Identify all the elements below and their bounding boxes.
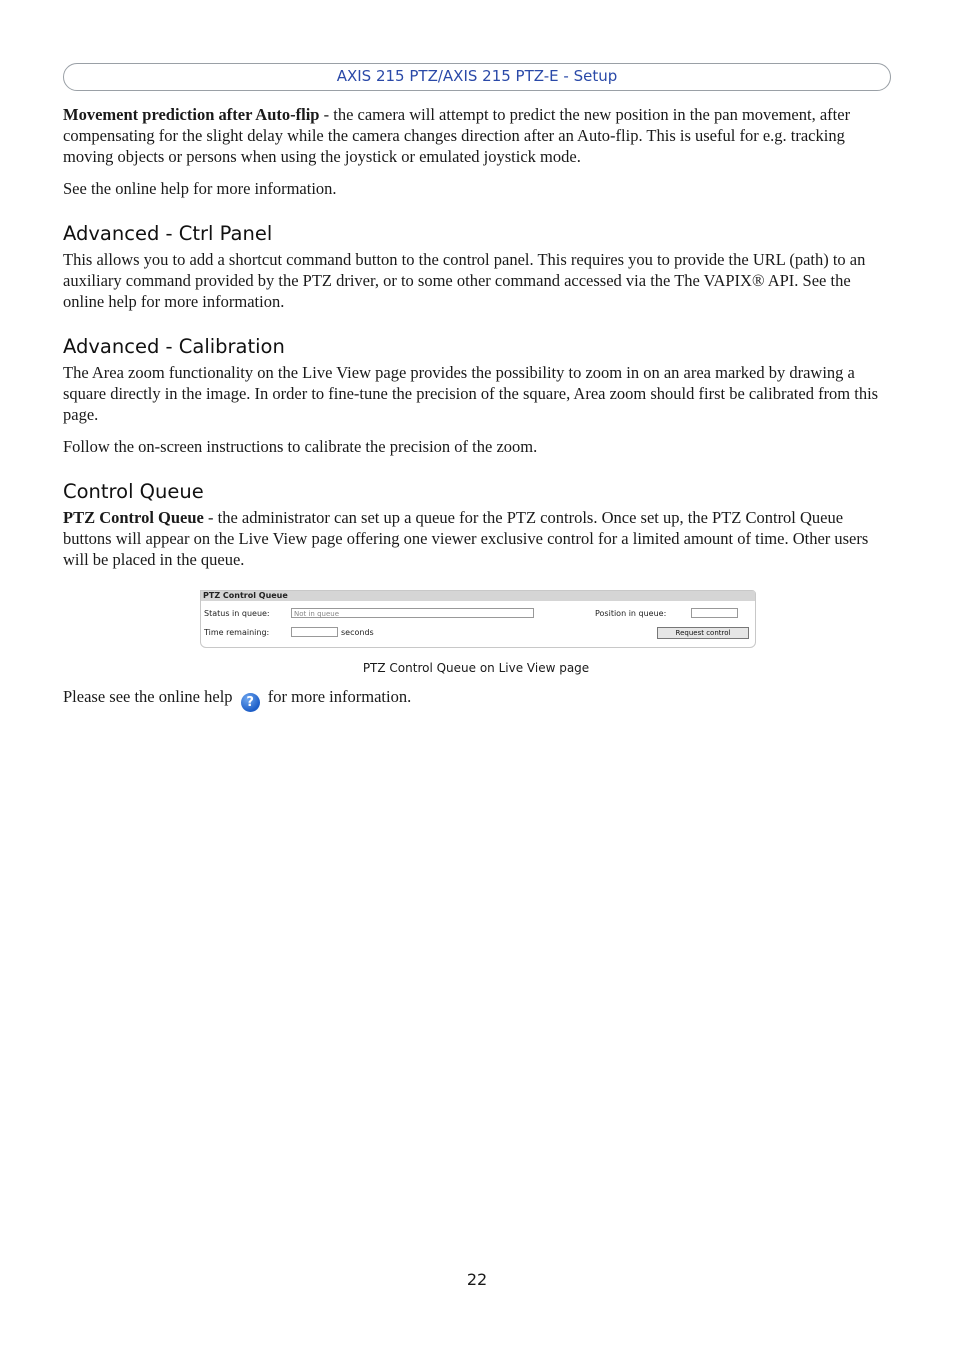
movement-text: - the camera will attempt to predict the new position in the pan movement, after compensating for the slight delay while the camera changes direction after an Auto-flip. This is useful for e.g. tracking moving objects or persons when using the joystick or emulated joystick mode. xyxy=(63,105,851,166)
status-label: Status in queue: xyxy=(204,609,270,618)
control-queue-lead: PTZ Control Queue xyxy=(63,508,204,527)
figure-title: PTZ Control Queue xyxy=(201,591,755,601)
control-queue-heading: Control Queue xyxy=(63,480,204,503)
help-line-before: Please see the online help xyxy=(63,687,237,706)
time-remaining-label: Time remaining: xyxy=(204,628,270,637)
help-line xyxy=(63,686,889,712)
page-content xyxy=(63,104,889,723)
figure-caption: PTZ Control Queue on Live View page xyxy=(362,661,590,675)
help-line-after: for more information. xyxy=(263,687,412,706)
ctrl-panel-heading: Advanced - Ctrl Panel xyxy=(63,222,273,245)
position-field[interactable] xyxy=(691,608,738,618)
ptz-control-queue-screenshot xyxy=(200,590,756,648)
control-queue-paragraph xyxy=(63,507,889,570)
position-label: Position in queue: xyxy=(595,609,667,618)
help-icon[interactable]: ? xyxy=(241,693,260,712)
document-header: AXIS 215 PTZ/AXIS 215 PTZ-E - Setup xyxy=(63,63,891,91)
calibration-instructions: Follow the on-screen instructions to calibrate the precision of the zoom. xyxy=(63,437,538,456)
page-number: 22 xyxy=(466,1270,488,1289)
status-field[interactable]: Not in queue xyxy=(291,608,534,618)
movement-lead: Movement prediction after Auto-flip xyxy=(63,105,320,124)
request-control-button[interactable]: Request control xyxy=(657,627,749,639)
calibration-heading: Advanced - Calibration xyxy=(63,335,285,358)
movement-paragraph xyxy=(63,104,889,167)
calibration-text: The Area zoom functionality on the Live View page provides the possibility to zoom in on an area marked by drawing a square directly in the image. In order to fine-tune the precision of the square, Area zoom should first be calibrated from this page. xyxy=(63,363,879,424)
seconds-label: seconds xyxy=(341,628,374,637)
ctrl-panel-text: This allows you to add a shortcut command button to the control panel. This requires you to provide the URL (path) to an auxiliary command provided by the PTZ driver, or to some other command accessed via the The VAPIX® API. See the online help for more information. xyxy=(63,250,866,311)
movement-see-help: See the online help for more information. xyxy=(63,179,337,198)
time-remaining-field[interactable] xyxy=(291,627,338,637)
control-queue-text: - the administrator can set up a queue for the PTZ controls. Once set up, the PTZ Control Queue buttons will appear on the Live View page offering one viewer exclusive control for a limited amount of time. Other users will be placed in the queue. xyxy=(63,508,869,569)
